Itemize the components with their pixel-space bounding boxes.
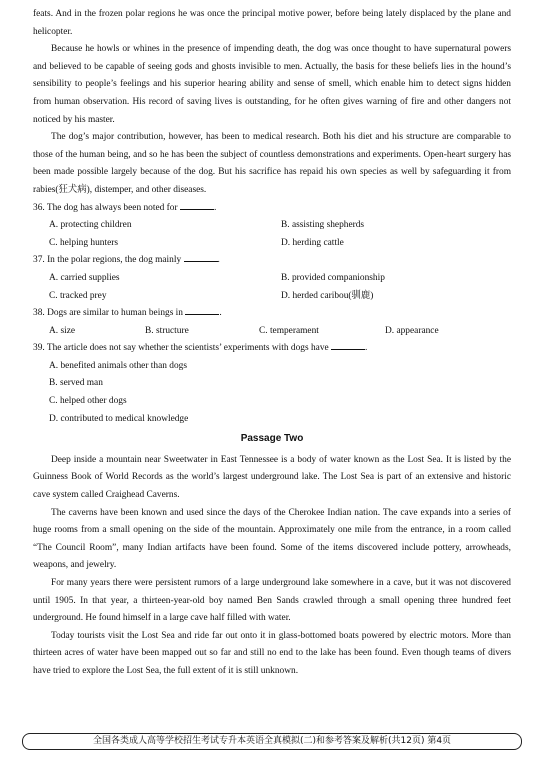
question-38-stem-text: 38. Dogs are similar to human beings in (33, 308, 183, 319)
question-37-stem (33, 252, 511, 270)
option-b: B. structure (145, 325, 189, 336)
question-38-stem (33, 305, 511, 323)
option-c: C. helping hunters (49, 237, 119, 248)
option-a: A. benefited animals other than dogs (49, 360, 187, 371)
option-d: D. herding cattle (281, 237, 344, 248)
option-b: B. provided companionship (281, 272, 385, 283)
question-36-stem-end: . (213, 202, 217, 213)
question-37-stem-end: . (217, 255, 220, 266)
question-36-stem (33, 200, 511, 218)
answer-blank (185, 305, 219, 315)
passage-two-title: Passage Two (240, 433, 304, 445)
page-footer: 全国各类成人高等学校招生考试专升本英语全真模拟(二)和参考答案及解析(共12页) 第4页 (22, 733, 522, 750)
passage-one-paragraph-3: The dog’s major contribution, however, has been to medical research. Both his diet and his structure are comparable to those of the human being, and so he has been the subject of countless demonstrations and experiments. Open-heart surgery has been made possible largely because of the dog. But his sacrifice has repaid his own species as well by safeguarding it from rabies(狂犬病), distemper, and other diseases. (33, 132, 511, 195)
question-38 (33, 305, 511, 340)
passage-one-paragraph-1: feats. And in the frozen polar regions he was once the principal motive power, before being lately displaced by the plane and helicopter. (33, 9, 511, 37)
option-d: D. contributed to medical knowledge (49, 413, 189, 424)
option-b: B. assisting shepherds (281, 220, 365, 231)
page-content (33, 6, 511, 681)
question-37-stem-text: 37. In the polar regions, the dog mainly (33, 255, 182, 266)
question-38-stem-end: . (219, 308, 222, 319)
question-39-stem (33, 340, 511, 358)
option-a: A. protecting children (49, 220, 132, 231)
passage-one-paragraph-2: Because he howls or whines in the presence of impending death, the dog was once thought to have supernatural powers and believed to be capable of seeing gods and ghosts invisible to men. Actually, the basis for these beliefs lies in the hound’s sensibility to people’s feelings and his superior hearing ability and sense of smell, which enable him to detect signs hidden from human observation. His record of saving lives is outstanding, for he often gives warning of fire and other dangers not noticed by his master. (33, 44, 511, 125)
option-c: C. helped other dogs (49, 396, 127, 407)
passage-two-paragraph-1: Deep inside a mountain near Sweetwater in East Tennessee is a body of water known as the Lost Sea. It is listed by the Guinness Book of World Records as the world’s largest underground lake. The Lost Sea is part of an extensive and historic cave system called Craighead Caverns. (33, 454, 511, 501)
question-36-stem-text: 36. The dog has always been noted for (33, 202, 178, 213)
question-36 (33, 200, 511, 253)
question-39 (33, 340, 511, 428)
passage-two-paragraph-3: For many years there were persistent rumors of a large underground lake somewhere in a cave, but it was not discovered until 1905. In that year, a thirteen-year-old boy named Ben Sands crawled through a small opening three hundred feet underground. He found himself in a large cave half filled with water. (33, 578, 511, 624)
question-39-stem-text: 39. The article does not say whether the scientists’ experiments with dogs have (33, 343, 329, 354)
option-a: A. size (49, 325, 76, 336)
option-d: D. appearance (385, 325, 439, 336)
option-c: C. temperament (259, 325, 319, 336)
answer-blank (180, 200, 214, 210)
question-39-stem-end: . (365, 343, 368, 354)
answer-blank (184, 252, 218, 262)
option-b: B. served man (49, 378, 103, 389)
option-a: A. carried supplies (49, 272, 120, 283)
answer-blank (331, 340, 365, 350)
passage-two-paragraph-4: Today tourists visit the Lost Sea and ride far out onto it in glass-bottomed boats powered by electric motors. More than thirteen acres of water have been mapped out so far and still no end to the lake has been found. Even though teams of divers have tried to explore the Lost Sea, the full extent of it is still unknown. (33, 630, 511, 676)
option-c: C. tracked prey (49, 290, 107, 301)
option-d: D. herded caribou(驯鹿) (281, 290, 374, 301)
question-37 (33, 252, 511, 305)
passage-two-paragraph-2: The caverns have been known and used since the days of the Cherokee Indian nation. The cave expands into a series of huge rooms from a small opening on the side of the mountain. Approximately one mile from the entrance, in a room called “The Council Room”, many Indian artifacts have been found. Some of the items discovered include pottery, arrowheads, weapons, and jewelry. (33, 507, 511, 571)
